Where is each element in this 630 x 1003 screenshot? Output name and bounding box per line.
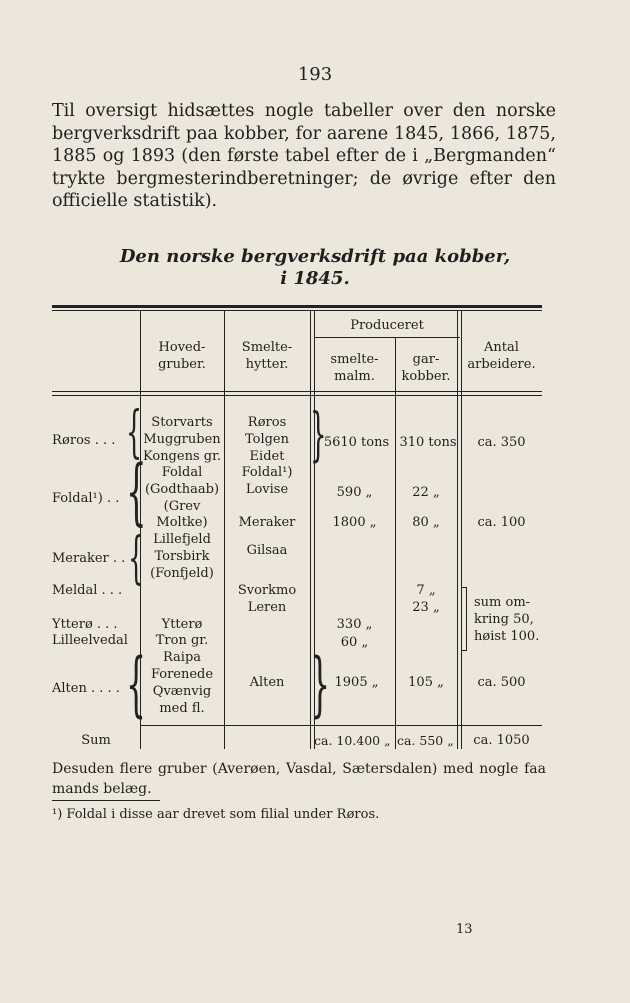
district-foldal: Foldal¹) . . [52,491,120,506]
kobber-meraker: 80 „ [412,515,440,530]
sum-rule [140,725,542,726]
table-title-line1: Den norske bergverksdrift paa kobber, [119,246,511,267]
gruber-forenede: Forenede [150,667,214,682]
col-rule-5a [457,311,458,749]
footnote: ¹) Foldal i disse aar drevet som filial under Røros. [52,807,380,822]
sum-antal: ca. 1050 [473,733,530,748]
header-garkobber: gar- kobber. [401,352,451,384]
malm-lilleelvedal: 60 „ [340,635,369,650]
page-number: 193 [297,64,333,85]
malm-foldal: 590 „ [336,485,373,500]
brace-roros: { [126,400,143,465]
hytte-tolgen: Tolgen [244,432,290,447]
brace-meraker: { [128,526,145,591]
header-smeltemalm: smelte- malm. [330,352,379,384]
hytte-gilsaa: Gilsaa [246,543,288,558]
hytte-eidet: Eidet [249,449,285,464]
district-yttero: Ytterø . . . [52,617,118,632]
gruber-foldal: Foldal [161,465,203,480]
district-meldal: Meldal . . . [52,583,123,598]
malm-yttero: 330 „ [336,617,373,632]
hytte-leren: Leren [247,600,287,615]
header-smeltehytter: Smelte- hytter. [241,340,293,372]
gruber-muggruben: Muggruben [143,432,221,447]
district-lilleelvedal: Lilleelvedal [52,633,128,648]
hytte-svorkmo: Svorkmo [237,583,297,598]
kobber-foldal: 22 „ [412,485,440,500]
brace-foldal: { [126,449,147,533]
district-meraker: Meraker . . [52,551,126,566]
gruber-moltke: Moltke) [156,515,208,530]
header-rule [52,391,542,392]
antal-group-line1: sum om- [474,595,531,610]
antal-roros: ca. 350 [477,435,526,450]
table-title-line2: i 1845. [280,268,350,289]
gruber-yttero: Ytterø [161,617,203,632]
antal-group-line3: høist 100. [474,629,540,644]
production-table [52,305,542,749]
gruber-storvarts: Storvarts [151,415,213,430]
gruber-raipa: Raipa [162,650,202,665]
gruber-qvaenvig: Qvænvig [152,684,212,699]
gruber-kongens: Kongens gr. [143,449,221,464]
district-roros: Røros . . . [52,433,116,448]
kobber-meldal: 7 „ [416,583,436,598]
table-note: Desuden flere gruber (Averøen, Vasdal, Sætersdalen) med nogle faa mands belæg. [52,761,546,797]
header-antal: Antal arbeidere. [467,340,536,372]
hytte-lovise: Lovise [245,482,289,497]
header-produceret: Produceret [350,318,424,333]
malm-alten: 1905 „ [334,675,379,690]
antal-alten: ca. 500 [477,675,526,690]
produceret-rule [314,337,460,338]
gruber-torsbirk: Torsbirk [154,549,210,564]
sum-smeltemalm: ca. 10.400 „ [314,733,391,748]
malm-roros: 5610 tons [323,435,390,450]
hytte-meraker: Meraker [238,515,296,530]
gruber-godthaab: (Godthaab) [144,482,220,497]
sum-garkobber: ca. 550 „ [397,733,454,748]
district-alten: Alten . . . . [52,681,120,696]
table-top-rule-thin [52,310,542,311]
kobber-yttero: 23 „ [412,600,440,615]
sheet-number: 13 [456,922,473,937]
hytte-foldal: Foldal¹) [241,465,293,480]
gruber-grev: (Grev [163,499,201,514]
header-rule-2 [52,395,542,396]
brace-alten-right: } [310,643,331,725]
footnote-rule [52,800,160,801]
antal-group-line2: kring 50, [474,612,534,627]
sum-label: Sum [81,733,111,748]
table-top-rule [52,305,542,308]
gruber-tron: Tron gr. [155,633,209,648]
hytte-roros: Røros [247,415,287,430]
hytte-alten: Alten [249,675,285,690]
brace-alten: { [126,643,147,725]
gruber-medfl: med fl. [159,701,205,716]
gruber-fonfjeld: (Fonfjeld) [150,566,214,581]
kobber-alten: 105 „ [408,675,444,690]
intro-paragraph: Til oversigt hidsættes nogle tabeller over den norske bergverksdrift paa kobber, for aarene 1845, 1866, 1875, 1885 og 1893 (den første tabel efter de i „Bergmanden“ trykte bergmesterindberetninger; de øvrige efter den officielle statistik). [52,101,556,211]
kobber-roros: 310 tons [399,435,457,450]
antal-foldal-meraker: ca. 100 [477,515,526,530]
header-hovedgruber: Hoved- gruber. [158,340,206,372]
malm-meraker: 1800 „ [332,515,377,530]
bracket-antal-group [462,587,467,651]
brace-roros-right: } [310,400,327,468]
gruber-lillefjeld: Lillefjeld [153,532,211,547]
